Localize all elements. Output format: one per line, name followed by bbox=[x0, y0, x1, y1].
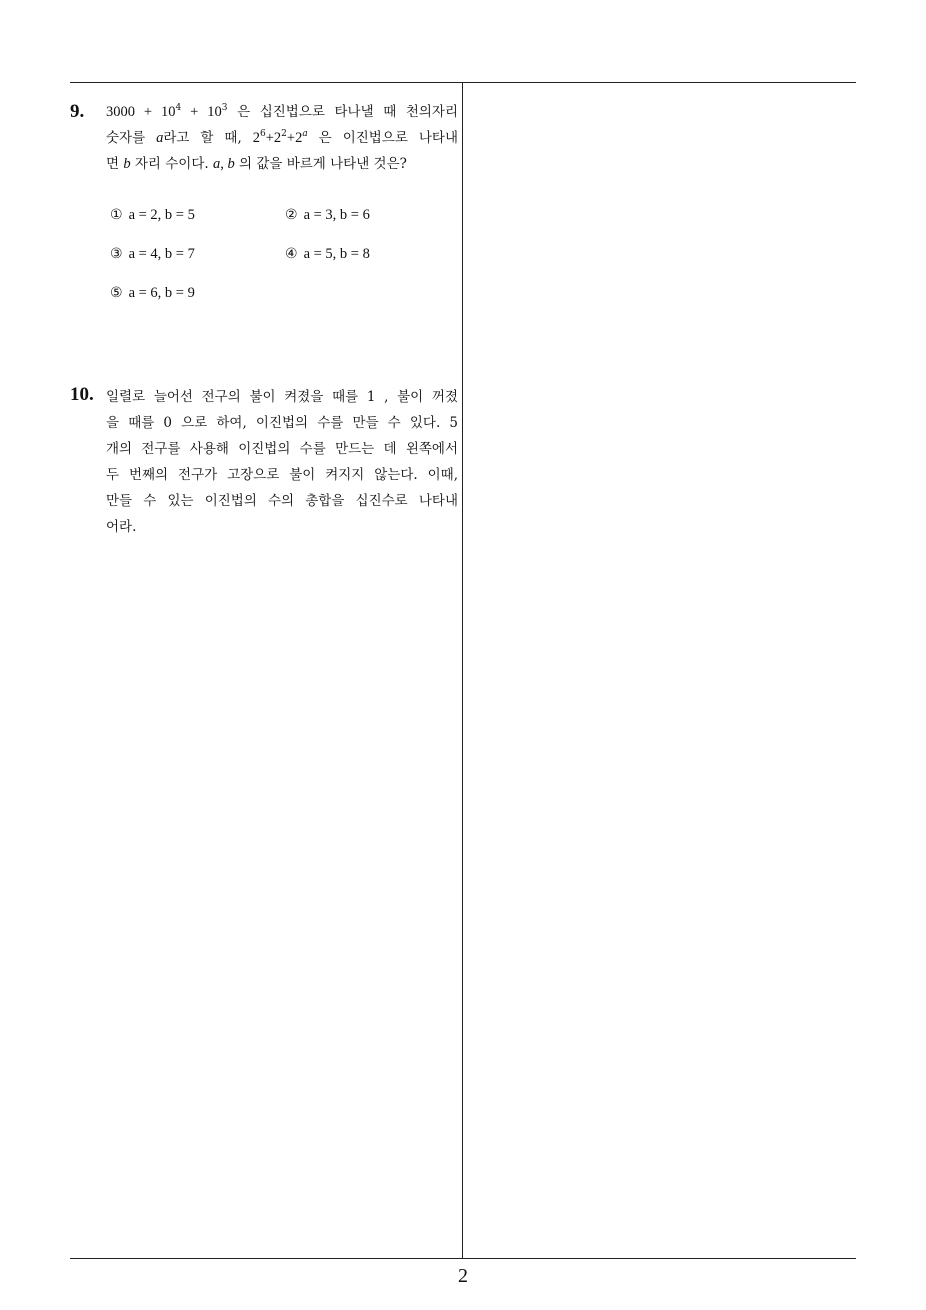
question-line: 일렬로 늘어선 전구의 불이 켜졌을 때를 1 , 불이 꺼졌 bbox=[106, 389, 458, 405]
question-number: 9. bbox=[70, 101, 85, 122]
choice-3[interactable]: ③ a = 4, b = 7 bbox=[110, 246, 195, 262]
question-10-text bbox=[106, 384, 458, 540]
question-line: 면 b 자리 수이다. a, b 의 값을 바르게 나타낸 것은? bbox=[106, 156, 407, 172]
question-line: 두 번째의 전구가 고장으로 불이 켜지지 않는다. 이때, bbox=[106, 467, 458, 483]
footer-rule bbox=[70, 1258, 856, 1259]
question-line: 숫자를 a라고 할 때, $2^6+2^2+2^a$ 은 이진법으로 나타내 bbox=[106, 129, 458, 146]
question-line: 개의 전구를 사용해 이진법의 수를 만드는 데 왼쪽에서 bbox=[106, 441, 458, 457]
question-10 bbox=[70, 384, 456, 554]
choice-2[interactable]: ② a = 3, b = 6 bbox=[285, 207, 370, 223]
choice-5[interactable]: ⑤ a = 6, b = 9 bbox=[110, 285, 195, 301]
question-line: 을 때를 0 으로 하여, 이진법의 수를 만들 수 있다. 5 bbox=[106, 415, 458, 431]
question-9 bbox=[70, 101, 456, 321]
column-divider bbox=[462, 82, 463, 1259]
choice-4[interactable]: ④ a = 5, b = 8 bbox=[285, 246, 370, 262]
question-line: $3000 + 10^4 + 10^3$ 은 십진법으로 타나낼 때 천의자리 bbox=[106, 103, 458, 120]
question-number: 10. bbox=[70, 384, 94, 405]
question-line: 어라. bbox=[106, 519, 137, 535]
header-rule bbox=[70, 82, 856, 83]
question-line: 만들 수 있는 이진법의 수의 총합을 십진수로 나타내 bbox=[106, 493, 458, 509]
choice-1[interactable]: ① a = 2, b = 5 bbox=[110, 207, 195, 223]
question-9-text bbox=[106, 99, 458, 177]
page-number: 2 bbox=[458, 1265, 468, 1287]
